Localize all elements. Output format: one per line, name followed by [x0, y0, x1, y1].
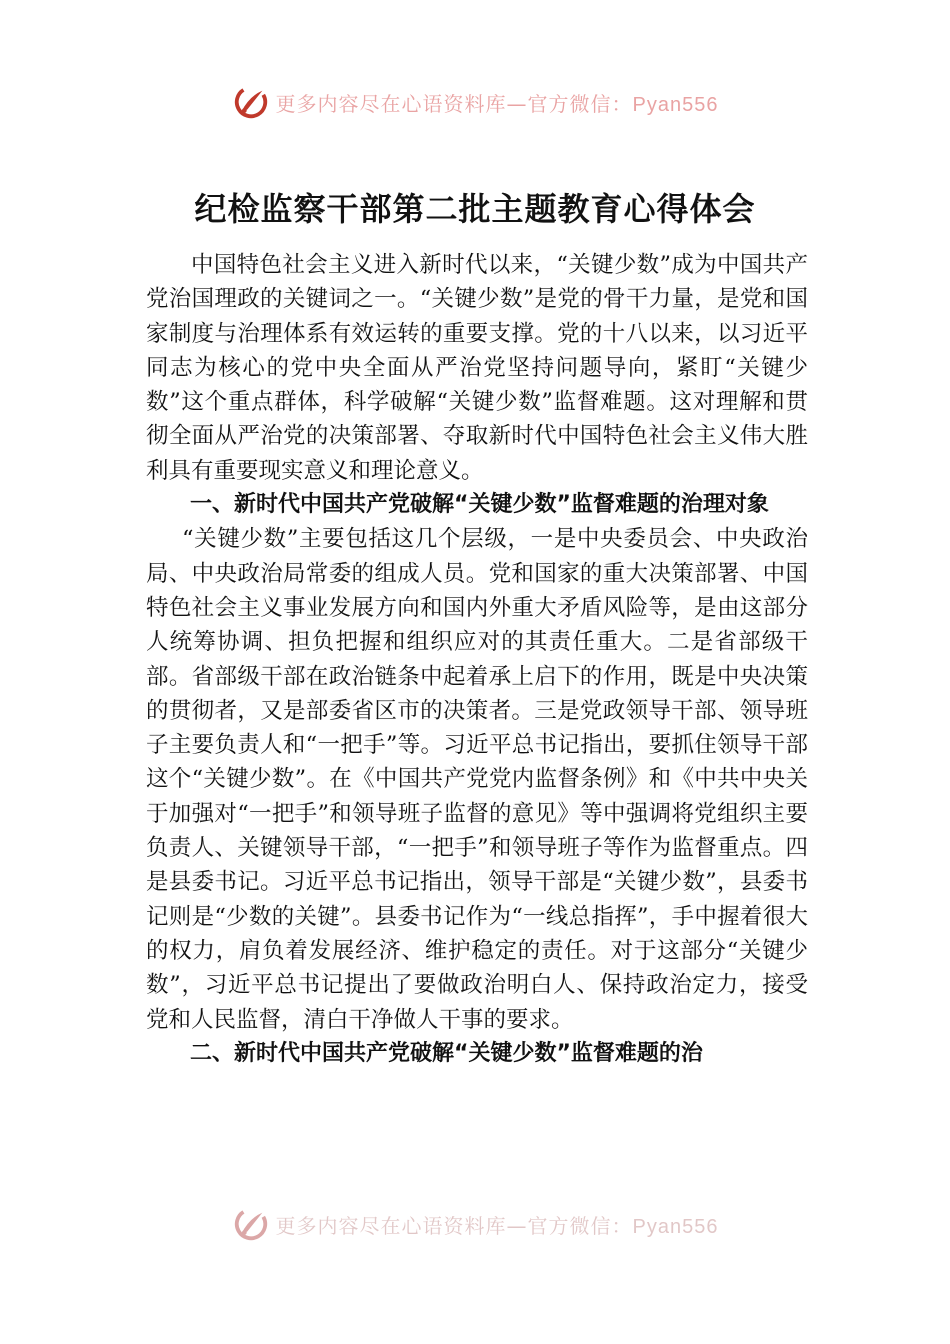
- watermark-wechat-id: Pyan556: [632, 1215, 719, 1238]
- watermark-text-cn: 更多内容尽在心语资料库—官方微信：: [275, 91, 633, 116]
- document-title: 纪检监察干部第二批主题教育心得体会: [194, 190, 756, 228]
- intro-paragraph: 中国特色社会主义进入新时代以来，“关键少数”成为中国共产党治国理政的关键词之一。“关键少数”是党的骨干力量，是党和国家制度与治理体系有效运转的重要支撑。党的十八以来，以习近平同志为核心的党中央全面从严治党坚持问题导向，紧盯“关键少数”这个重点群体，科学破解“关键少数”监督难题。这对理解和贯彻全面从严治党的决策部署、夺取新时代中国特色社会主义伟大胜利具有重要现实意义和理论意义。: [146, 252, 808, 484]
- watermark-text: [276, 88, 719, 117]
- brush-circle-logo-icon: [232, 83, 270, 121]
- section-1-paragraph: “关键少数”主要包括这几个层级，一是中央委员会、中央政治局、中央政治局常委的组成人员。党和国家的重大决策部署、中国特色社会主义事业发展方向和国内外重大矛盾风险等，是由这部分人统筹协调、担负把握和组织应对的其责任重大。二是省部级干部。省部级干部在政治链条中起着承上启下的作用，既是中央决策的贯彻者，又是部委省区市的决策者。三是党政领导干部、领导班子主要负责人和“一把手”等。习近平总书记指出，要抓住领导干部这个“关键少数”。在《中国共产党党内监督条例》和《中共中央关于加强对“一把手”和领导班子监督的意见》等中强调将党组织主要负责人、关键领导干部，“一把手”和领导班子等作为监督重点。四是县委书记。习近平总书记指出，领导干部是“关键少数”，县委书记则是“少数的关键”。县委书记作为“一线总指挥”，手中握着很大的权力，肩负着发展经济、维护稳定的责任。对于这部分“关键少数”，习近平总书记提出了要做政治明白人、保持政治定力，接受党和人民监督，清白干净做人干事的要求。: [146, 526, 808, 1033]
- brush-circle-logo-icon: [232, 1205, 270, 1243]
- document-body: [146, 248, 808, 1071]
- header-watermark: [0, 82, 950, 122]
- watermark-wechat-id: Pyan556: [632, 93, 719, 116]
- footer-watermark: [0, 1204, 950, 1244]
- section-heading-2: 二、新时代中国共产党破解“关键少数”监督难题的治: [190, 1040, 703, 1066]
- watermark-text-cn: 更多内容尽在心语资料库—官方微信：: [275, 1213, 633, 1238]
- watermark-text: [276, 1210, 719, 1239]
- section-heading-1: 一、新时代中国共产党破解“关键少数”监督难题的治理对象: [190, 492, 769, 518]
